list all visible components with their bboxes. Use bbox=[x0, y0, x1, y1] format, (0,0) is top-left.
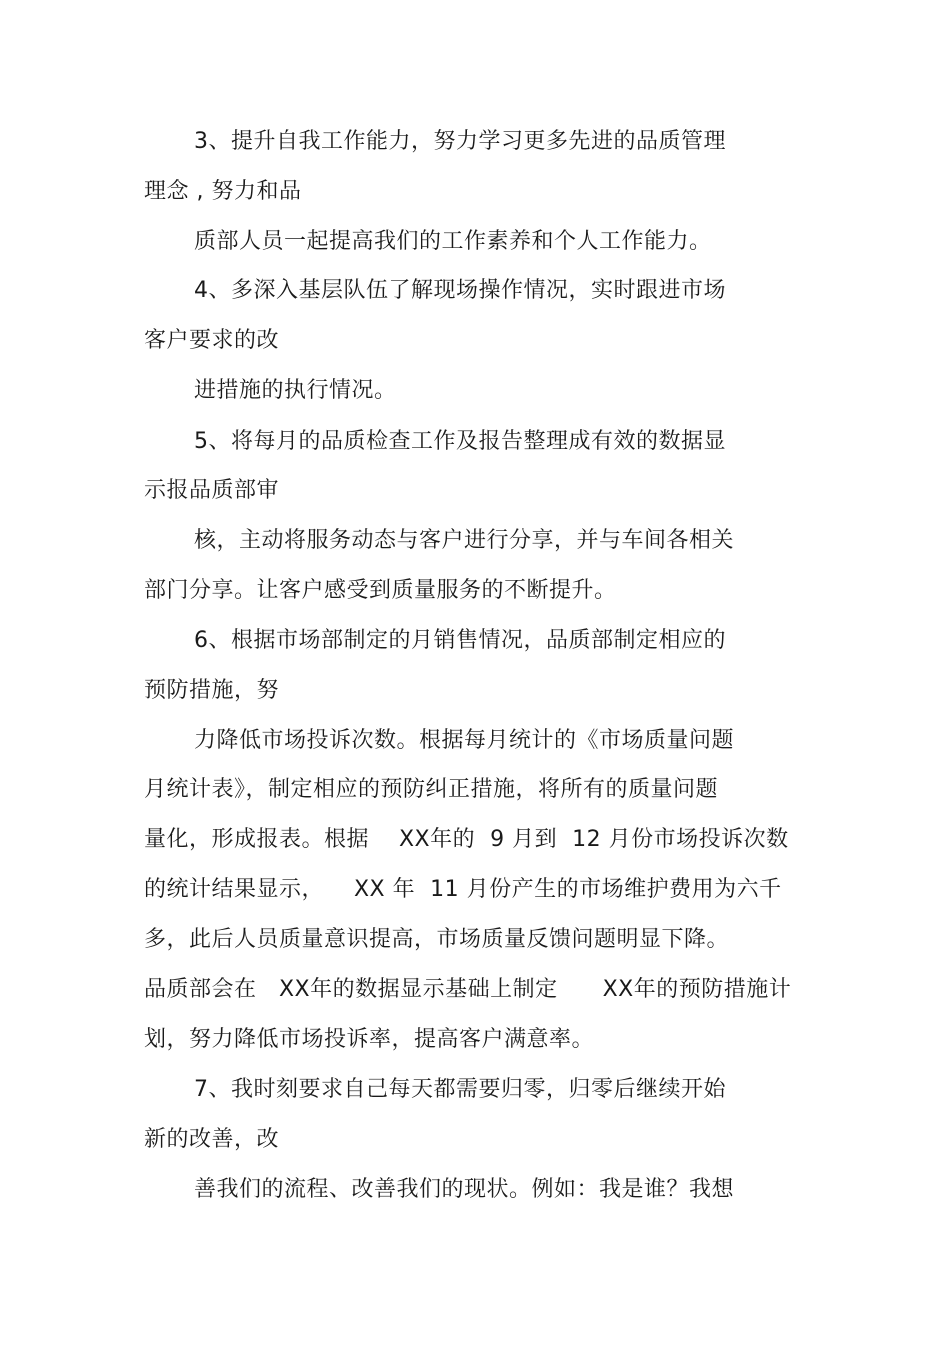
text-line-14: 月统计表》，制定相应的预防纠正措施，将所有的质量问题 bbox=[144, 777, 719, 802]
text-line-4: 4、多深入基层队伍了解现场操作情况，实时跟进市场 bbox=[194, 278, 726, 303]
text-line-11: 6、根据市场部制定的月销售情况，品质部制定相应的 bbox=[194, 628, 726, 653]
text-line-18: 品质部会在 XX年的数据显示基础上制定 XX年的预防措施计 bbox=[144, 977, 792, 1002]
text-line-8: 示报品质部审 bbox=[144, 478, 280, 503]
text-line-13: 力降低市场投诉次数。根据每月统计的《市场质量问题 bbox=[194, 728, 735, 753]
text-line-15: 量化，形成报表。根据 XX年的 9 月到 12 月份市场投诉次数 bbox=[144, 827, 789, 852]
text-line-9: 核，主动将服务动态与客户进行分享，并与车间各相关 bbox=[194, 528, 735, 553]
text-line-1: 3、提升自我工作能力，努力学习更多先进的品质管理 bbox=[194, 129, 726, 154]
text-line-7: 5、将每月的品质检查工作及报告整理成有效的数据显 bbox=[194, 429, 726, 454]
text-line-21: 新的改善，改 bbox=[144, 1127, 280, 1152]
text-line-22: 善我们的流程、改善我们的现状。例如：我是谁？我想 bbox=[194, 1177, 735, 1202]
text-line-19: 划，努力降低市场投诉率，提高客户满意率。 bbox=[144, 1027, 595, 1052]
text-line-10: 部门分享。让客户感受到质量服务的不断提升。 bbox=[144, 578, 617, 603]
text-line-17: 多，此后人员质量意识提高，市场质量反馈问题明显下降。 bbox=[144, 927, 730, 952]
text-line-5: 客户要求的改 bbox=[144, 328, 280, 353]
text-line-20: 7、我时刻要求自己每天都需要归零，归零后继续开始 bbox=[194, 1077, 726, 1102]
text-line-6: 进措施的执行情况。 bbox=[194, 378, 397, 403]
text-line-16: 的统计结果显示， XX 年 11 月份产生的市场维护费用为六千 bbox=[144, 877, 782, 902]
text-line-12: 预防措施，努 bbox=[144, 678, 280, 703]
text-line-3: 质部人员一起提高我们的工作素养和个人工作能力。 bbox=[194, 229, 712, 254]
text-line-2: 理念 , 努力和品 bbox=[144, 179, 302, 204]
